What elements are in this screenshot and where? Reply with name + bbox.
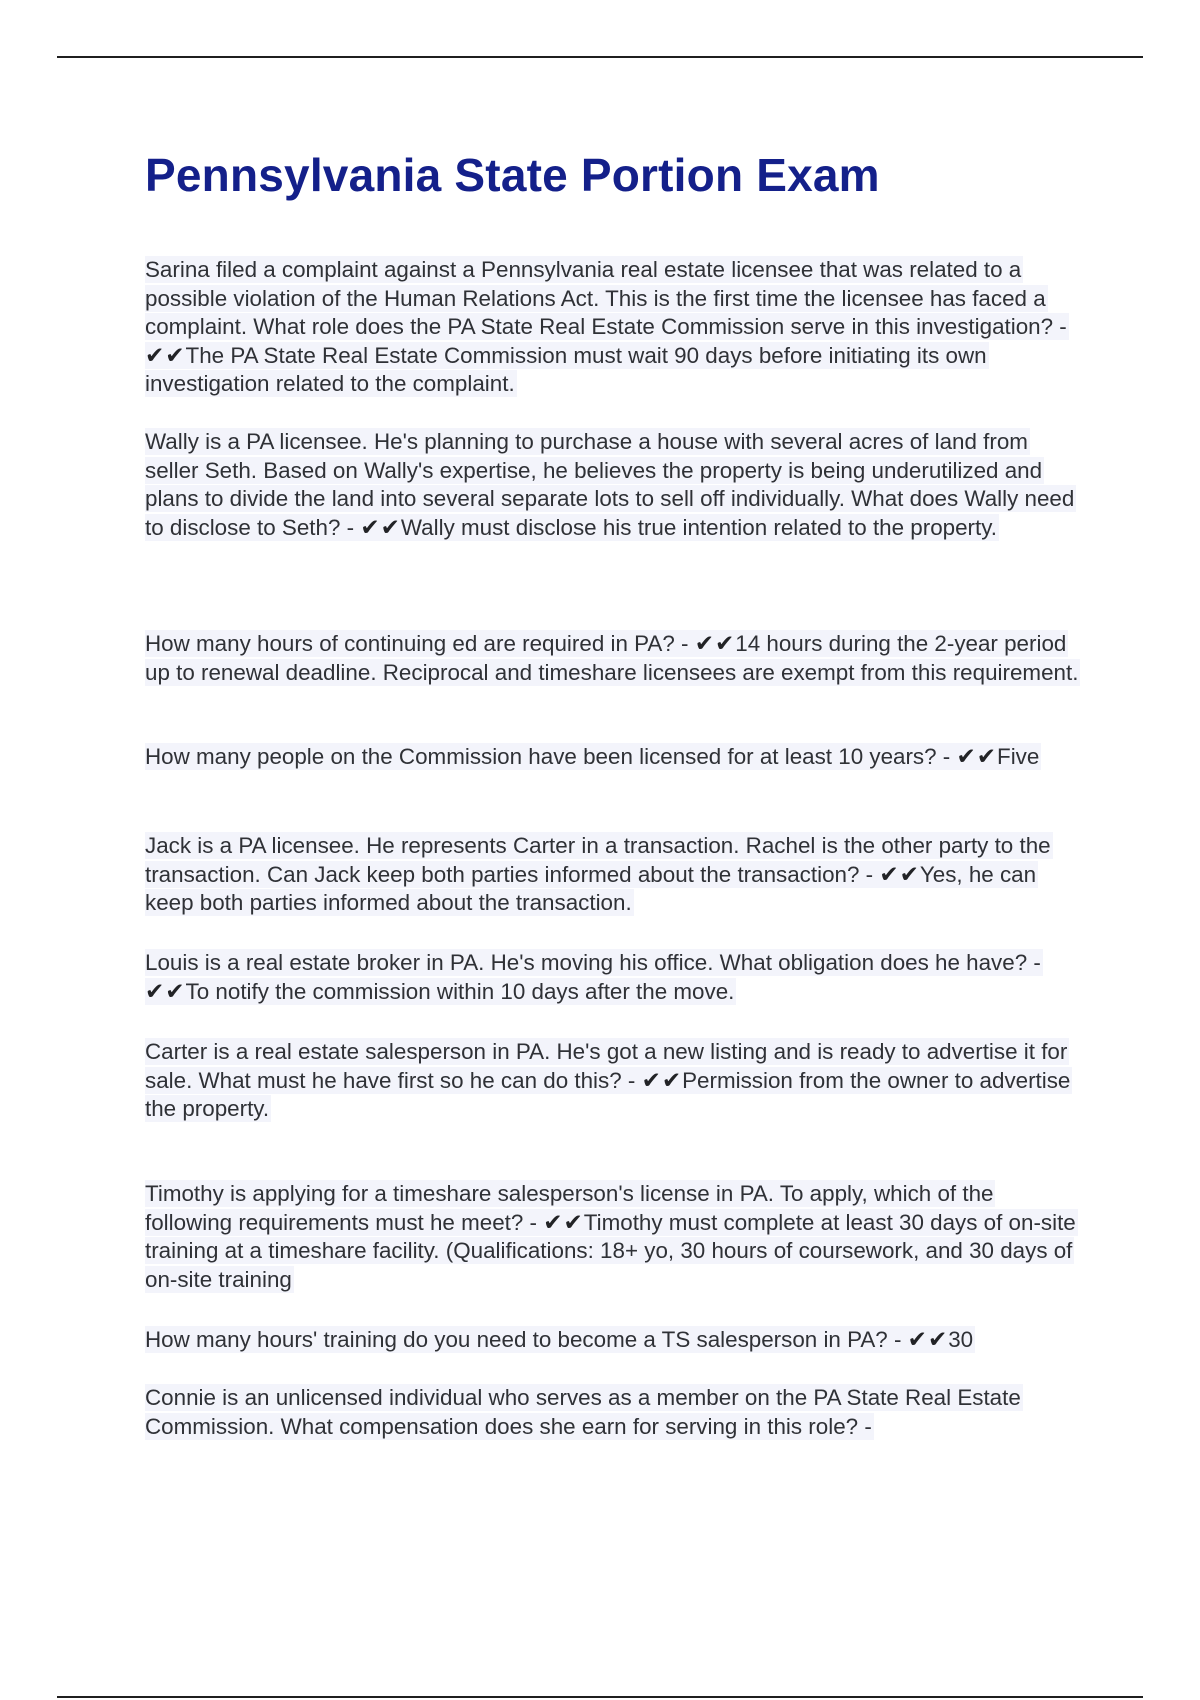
question-text: Louis is a real estate broker in PA. He's moving his office. What obligation does he have? - (145, 950, 1041, 975)
double-check-icon: ✔✔ (694, 631, 736, 657)
qa-text (145, 428, 1076, 541)
qa-item (145, 1180, 1085, 1294)
question-text: How many people on the Commission have been licensed for at least 10 years? - (145, 744, 957, 769)
answer-text: 14 hours during the 2-year period up to renewal deadline. Reciprocal and timeshare licensees are exempt from this requirement. (145, 631, 1079, 685)
qa-text (145, 949, 1043, 1005)
qa-text (145, 1326, 975, 1353)
qa-item (145, 1326, 1085, 1355)
question-text: Sarina filed a complaint against a Pennsylvania real estate licensee that was related to a possible violation of the Human Relations Act. This is the first time the licensee has faced a complaint. What role does the PA State Real Estate Commission serve in this investigation? - (145, 257, 1067, 339)
qa-item (145, 630, 1085, 687)
double-check-icon: ✔✔ (145, 978, 186, 1005)
double-check-icon: ✔✔ (641, 1067, 683, 1094)
bottom-rule (57, 1696, 1143, 1698)
answer-text: Yes, he can keep both parties informed about the transaction. (145, 861, 1037, 915)
qa-item (145, 743, 1085, 772)
answer-text: Five (997, 744, 1040, 769)
answer-text: 30 (948, 1327, 974, 1352)
question-text: Jack is a PA licensee. He represents Carter in a transaction. Rachel is the other party to the transaction. Can Jack keep both parties informed about the transaction? - (145, 833, 1051, 887)
qa-text (145, 832, 1053, 916)
qa-item (145, 1384, 1085, 1441)
answer-text: The PA State Real Estate Commission must wait 90 days before initiating its own investigation related to the complaint. (145, 342, 987, 396)
qa-text (145, 1038, 1072, 1122)
question-text: Timothy is applying for a timeshare salesperson's license in PA. To apply, which of the following requirements must he meet? - (145, 1181, 994, 1235)
double-check-icon: ✔✔ (145, 342, 186, 369)
qa-item (145, 1038, 1085, 1124)
double-check-icon: ✔✔ (360, 514, 401, 541)
answer-text: Permission from the owner to advertise the property. (145, 1067, 1071, 1121)
qa-item (145, 256, 1085, 399)
qa-item (145, 428, 1085, 542)
double-check-icon: ✔✔ (907, 1327, 949, 1353)
qa-text (145, 743, 1041, 770)
answer-text: To notify the commission within 10 days after the move. (185, 978, 735, 1004)
qa-item (145, 949, 1085, 1006)
answer-text: Wally must disclose his true intention related to the property. (400, 514, 997, 540)
qa-text (145, 1180, 1078, 1293)
page-title: Pennsylvania State Portion Exam (145, 149, 880, 201)
qa-item (145, 832, 1085, 918)
qa-text (145, 630, 1080, 686)
question-text: How many hours of continuing ed are required in PA? - (145, 631, 695, 656)
question-text: Carter is a real estate salesperson in PA. He's got a new listing and is ready to advertise it for sale. What must he have first so he can do this? - (145, 1039, 1068, 1093)
double-check-icon: ✔✔ (956, 744, 998, 770)
double-check-icon: ✔✔ (543, 1209, 584, 1236)
qa-text (145, 1384, 1023, 1440)
qa-text (145, 256, 1069, 397)
answer-text: Timothy must complete at least 30 days of on-site training at a timeshare facility. (Qualifications: 18+ yo, 30 hours of coursework, and 30 days of on-site training (145, 1209, 1076, 1292)
question-text: Wally is a PA licensee. He's planning to purchase a house with several acres of land from seller Seth. Based on Wally's expertise, he believes the property is being underutilized and plans to divide the land into several separate lots to sell off individually. What does Wally need to disclose to Seth? - (145, 429, 1075, 540)
question-text: Connie is an unlicensed individual who serves as a member on the PA State Real Estate Commission. What compensation does she earn for serving in this role? - (145, 1385, 1021, 1439)
double-check-icon: ✔✔ (879, 861, 920, 888)
question-text: How many hours' training do you need to become a TS salesperson in PA? - (145, 1327, 908, 1352)
top-rule (57, 56, 1143, 58)
